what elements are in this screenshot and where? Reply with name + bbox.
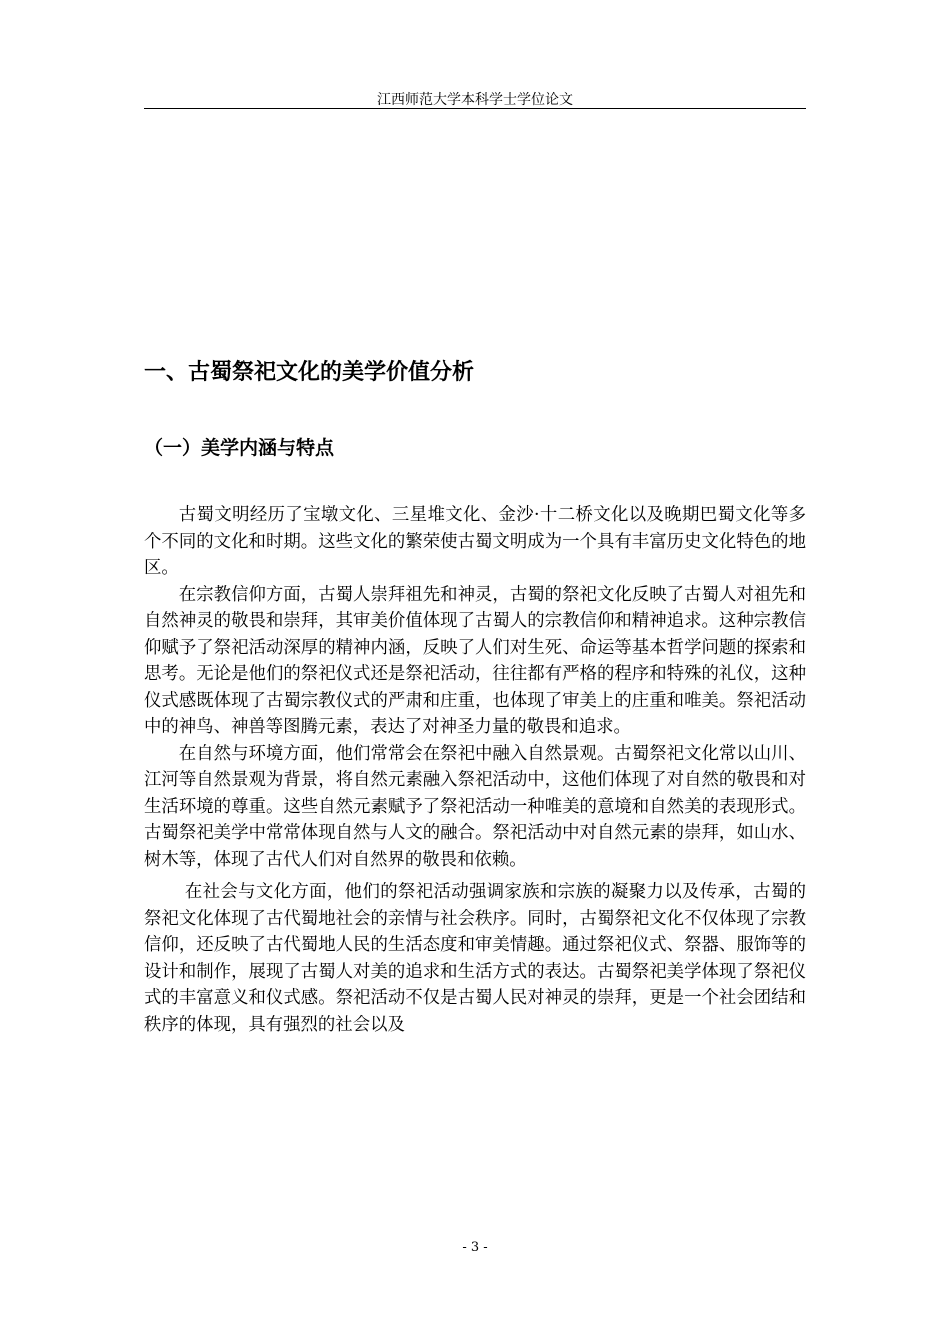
paragraph-religious-belief: 在宗教信仰方面，古蜀人崇拜祖先和神灵，古蜀的祭祀文化反映了古蜀人对祖先和自然神灵的敬畏和崇拜，其审美价值体现了古蜀人的宗教信仰和精神追求。这种宗教信仰赋予了祭祀活动深厚的精神内涵，反映了人们对生死、命运等基本哲学问题的探索和思考。无论是他们的祭祀仪式还是祭祀活动，往往都有严格的程序和特殊的礼仪，这种仪式感既体现了古蜀宗教仪式的严肃和庄重，也体现了审美上的庄重和唯美。祭祀活动中的神鸟、神兽等图腾元素，表达了对神圣力量的敬畏和追求。 [144,584,806,737]
page-number: - 3 - [462,1240,488,1255]
paragraph-nature-environment: 在自然与环境方面，他们常常会在祭祀中融入自然景观。古蜀祭祀文化常以山川、江河等自然景观为背景，将自然元素融入祭祀活动中，这他们体现了对自然的敬畏和对生活环境的尊重。这些自然元素赋予了祭祀活动一种唯美的意境和自然美的表现形式。古蜀祭祀美学中常常体现自然与人文的融合。祭祀活动中对自然元素的崇拜，如山水、树木等，体现了古代人们对自然界的敬畏和依赖。 [144,743,806,870]
header-rule [144,108,806,109]
paragraph-society-culture: 在社会与文化方面，他们的祭祀活动强调家族和宗族的凝聚力以及传承，古蜀的祭祀文化体现了古代蜀地社会的亲情与社会秩序。同时，古蜀祭祀文化不仅体现了宗教信仰，还反映了古代蜀地人民的生活态度和审美情趣。通过祭祀仪式、祭器、服饰等的设计和制作，展现了古蜀人对美的追求和生活方式的表达。古蜀祭祀美学体现了祭祀仪式的丰富意义和仪式感。祭祀活动不仅是古蜀人民对神灵的崇拜，更是一个社会团结和秩序的体现，具有强烈的社会以及 [144,882,806,1035]
section-title: （一）美学内涵与特点 [144,437,335,459]
paragraph-cultural-periods: 古蜀文明经历了宝墩文化、三星堆文化、金沙·十二桥文化以及晚期巴蜀文化等多个不同的文化和时期。这些文化的繁荣使古蜀文明成为一个具有丰富历史文化特色的地区。 [144,505,806,578]
running-header: 江西师范大学本科学士学位论文 [377,92,573,108]
chapter-title: 一、古蜀祭祀文化的美学价值分析 [144,360,475,385]
body-text [144,502,806,1038]
